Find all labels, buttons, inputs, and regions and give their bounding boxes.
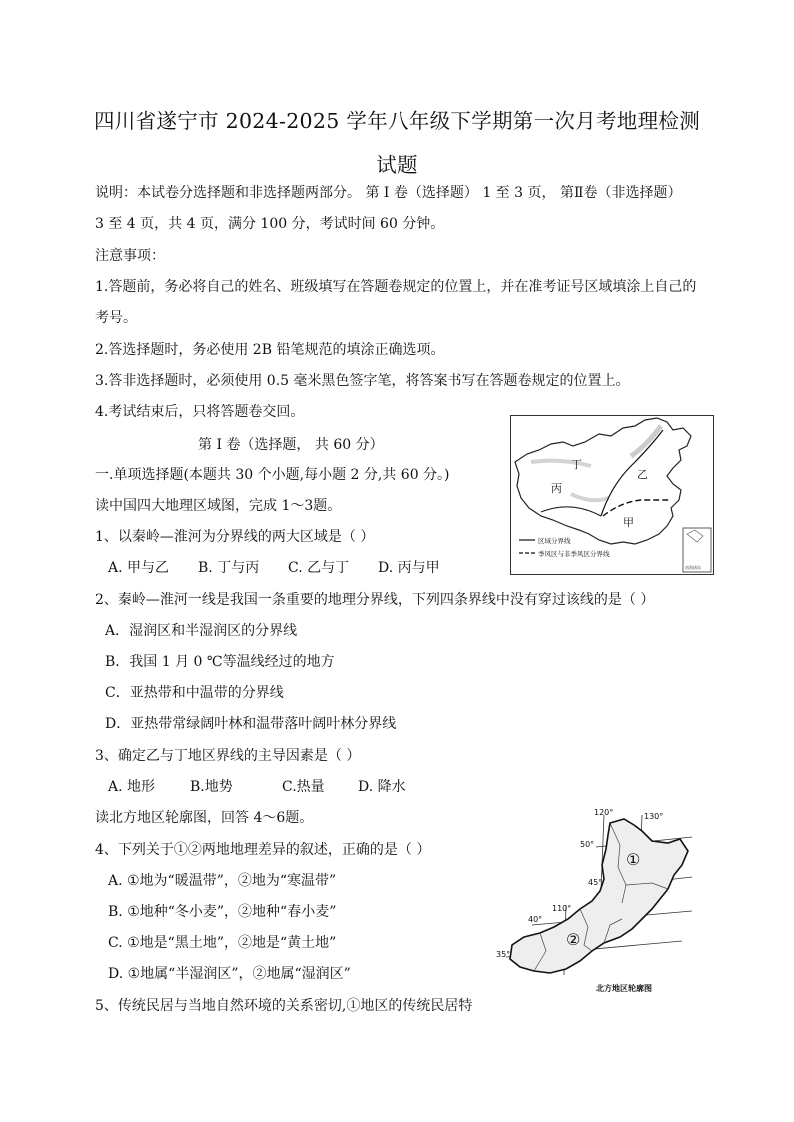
q1-option-d: D. 丙与甲 [378,560,440,576]
china-outline [515,418,691,544]
q4-option-d: D. ①地属“半湿润区”，②地属“湿润区” [108,966,351,982]
q4-option-c: C. ①地是“黑土地”，②地是“黄土地” [108,935,337,951]
map-caption: 北方地区轮廓图 [596,984,652,993]
inset-caption: 南海诸岛 [685,565,701,570]
northern-region-map [492,805,702,997]
read-instruction-2: 读北方地区轮廓图，回答 4～6题。 [95,810,314,826]
region-boundary-dashed [603,500,671,516]
q1-option-a: A. 甲与乙 [108,560,170,576]
label-jia: 甲 [623,516,634,529]
part1-title: 第 I 卷（选择题， 共 60 分） [198,437,384,453]
label-ding: 丁 [571,458,582,471]
lat-45-label: 45° [588,878,603,887]
mountain-range-nw [531,461,591,466]
region-boundary-west [541,507,601,516]
page-title: 四川省遂宁市 2024-2025 学年八年级下学期第一次月考地理检测 [94,109,700,133]
instructions-line-2: 3 至 4 页，共 4 页，满分 100 分，考试时间 60 分钟。 [95,216,445,232]
q4-option-a: A. ①地为“暖温带”，②地为“寒温带” [108,873,337,889]
page-title-continued: 试题 [376,153,418,177]
northern-region-map-drawing [492,805,702,997]
lon-110-label: 110° [552,904,572,913]
legend-monsoon-boundary: 季风区与非季风区分界线 [538,550,610,558]
lon-120-label: 120° [594,808,614,817]
instructions-line-1: 说明：本试卷分选择题和非选择题两部分。 第 I 卷（选择题） 1 至 3 页， 第Ⅱ卷（非选择题） [95,185,682,201]
lat-35-label: 35° [496,950,511,959]
q4-option-b: B. ①地种“冬小麦”，②地种“春小麦” [108,904,337,920]
q2-option-c: C．亚热带和中温带的分界线 [105,685,284,701]
mountain-range-center [571,494,609,500]
q1-option-b: B. 丁与丙 [198,560,260,576]
lon-130-label: 130° [644,812,664,821]
question-2-stem: 2、秦岭—淮河一线是我国一条重要的地理分界线，下列四条界线中没有穿过该线的是（ ） [95,592,655,608]
question-5-stem: 5、传统民居与当地自然环境的关系密切,①地区的传统民居特 [95,998,473,1014]
q1-option-c: C. 乙与丁 [288,560,350,576]
notes-title: 注意事项： [95,248,165,264]
note-1: 1.答题前，务必将自己的姓名、班级填写在答题卷规定的位置上，并在准考证号区域填涂上自己的 [95,279,697,295]
region-boundary-solid [601,430,663,516]
q3-option-b: B.地势 [190,779,233,795]
q2-option-a: A．湿润区和半湿润区的分界线 [105,623,298,639]
china-regions-map-drawing [511,416,713,574]
lat-40-label: 40° [528,915,543,924]
question-1-stem: 1、以秦岭—淮河为分界线的两大区域是（ ） [95,529,375,545]
region-1-marker: ① [626,850,641,869]
note-3: 3.答非选择题时，必须使用 0.5 毫米黑色签字笔，将答案书写在答题卷规定的位置上。 [95,373,630,389]
china-regions-map [510,415,714,575]
label-bing: 丙 [551,482,562,495]
q3-option-d: D. 降水 [358,779,406,795]
q2-option-b: B．我国 1 月 0 ℃等温线经过的地方 [105,654,335,670]
region-2-marker: ② [566,930,581,949]
q3-option-c: C.热量 [282,779,325,795]
label-yi: 乙 [637,468,648,481]
legend-region-boundary: 区域分界线 [538,537,571,545]
lat-50-label: 50° [580,840,595,849]
note-1-continued: 考号。 [95,310,137,326]
northern-region-outline [510,819,688,973]
inset-coast [687,530,703,542]
note-4: 4.考试结束后，只将答题卷交回。 [95,404,305,420]
mountain-range-ne [631,426,661,456]
note-2: 2.答选择题时，务必使用 2B 铅笔规范的填涂正确选项。 [95,342,445,358]
read-instruction-1: 读中国四大地理区域图，完成 1～3题。 [95,498,342,514]
question-4-stem: 4、下列关于①②两地地理差异的叙述，正确的是（ ） [95,842,431,858]
q3-option-a: A. 地形 [108,779,156,795]
q2-option-d: D．亚热带常绿阔叶林和温带落叶阔叶林分界线 [105,716,397,732]
question-3-stem: 3、确定乙与丁地区界线的主导因素是（ ） [95,748,361,764]
section-1-title: 一.单项选择题(本题共 30 个小题,每小题 2 分,共 60 分。) [95,467,450,483]
